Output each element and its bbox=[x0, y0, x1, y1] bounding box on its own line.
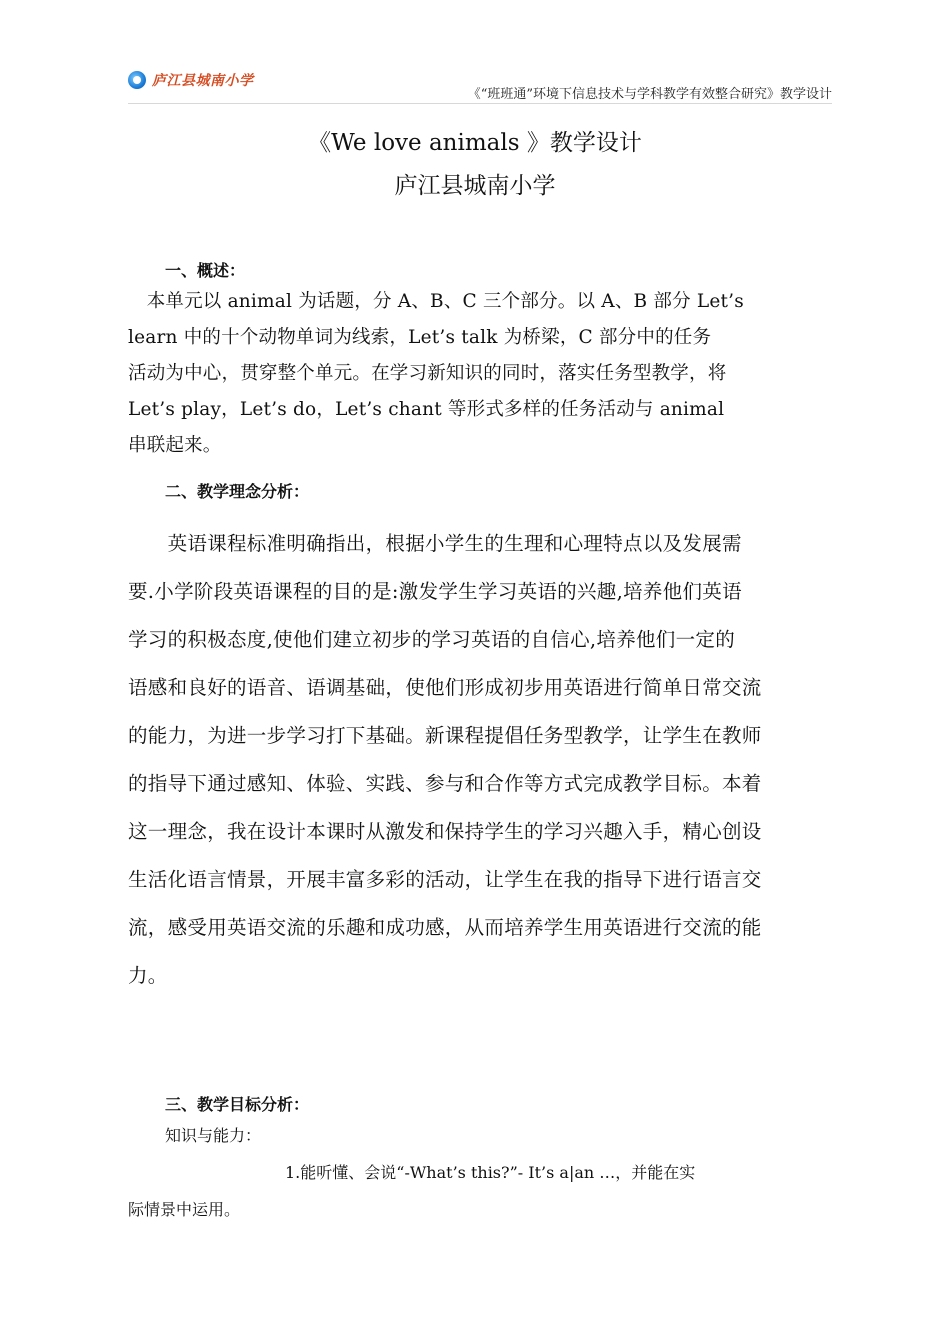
philosophy-line: 要.小学阶段英语课程的目的是:激发学生学习英语的兴趣,培养他们英语 bbox=[128, 580, 742, 603]
philosophy-line: 的能力，为进一步学习打下基础。新课程提倡任务型教学，让学生在教师 bbox=[128, 724, 762, 747]
philosophy-line: 学习的积极态度,使他们建立初步的学习英语的自信心,培养他们一定的 bbox=[128, 628, 735, 651]
page-header bbox=[128, 66, 832, 106]
section-heading-teaching-philosophy: 二、教学理念分析： bbox=[165, 482, 310, 501]
overview-line: learn 中的十个动物单词为线索，Let’s talk 为桥梁，C 部分中的任务 bbox=[128, 327, 712, 348]
school-logo bbox=[128, 68, 254, 92]
philosophy-line: 的指导下通过感知、体验、实践、参与和合作等方式完成教学目标。本着 bbox=[128, 772, 762, 795]
philosophy-line: 力。 bbox=[128, 964, 168, 987]
section-heading-overview: 一、概述： bbox=[165, 261, 246, 280]
overview-line: 串联起来。 bbox=[128, 435, 222, 456]
philosophy-line: 语感和良好的语音、语调基础，使他们形成初步用英语进行简单日常交流 bbox=[128, 676, 762, 699]
overview-line: 本单元以 animal 为话题，分 A、B、C 三个部分。以 A、B 部分 Let’s bbox=[128, 291, 744, 312]
objective-item-1: 1.能听懂、会说“-What’s this?”- It’s a|an …，并能在实 bbox=[285, 1163, 696, 1182]
school-logo-text: 庐江县城南小学 bbox=[152, 73, 254, 89]
section-heading-teaching-objectives: 三、教学目标分析： bbox=[165, 1095, 310, 1114]
philosophy-line: 这一理念，我在设计本课时从激发和保持学生的学习兴趣入手，精心创设 bbox=[128, 820, 762, 843]
overview-line: Let’s play，Let’s do，Let’s chant 等形式多样的任务活动与 animal bbox=[128, 399, 725, 420]
header-divider bbox=[128, 103, 832, 104]
document-subtitle: 庐江县城南小学 bbox=[394, 173, 556, 199]
philosophy-line: 英语课程标准明确指出，根据小学生的生理和心理特点以及发展需 bbox=[128, 532, 742, 555]
document-title: 《We love animals 》教学设计 bbox=[308, 130, 642, 156]
philosophy-line: 流，感受用英语交流的乐趣和成功感，从而培养学生用英语进行交流的能 bbox=[128, 916, 762, 939]
header-title: 《“班班通”环境下信息技术与学科教学有效整合研究》教学设计 bbox=[467, 87, 832, 102]
overview-line: 活动为中心，贯穿整个单元。在学习新知识的同时，落实任务型教学，将 bbox=[128, 363, 727, 384]
school-logo-icon bbox=[128, 71, 146, 89]
knowledge-ability-label: 知识与能力： bbox=[165, 1126, 262, 1145]
objective-item-1-continued: 际情景中运用。 bbox=[128, 1200, 241, 1219]
philosophy-line: 生活化语言情景，开展丰富多彩的活动，让学生在我的指导下进行语言交 bbox=[128, 868, 762, 891]
